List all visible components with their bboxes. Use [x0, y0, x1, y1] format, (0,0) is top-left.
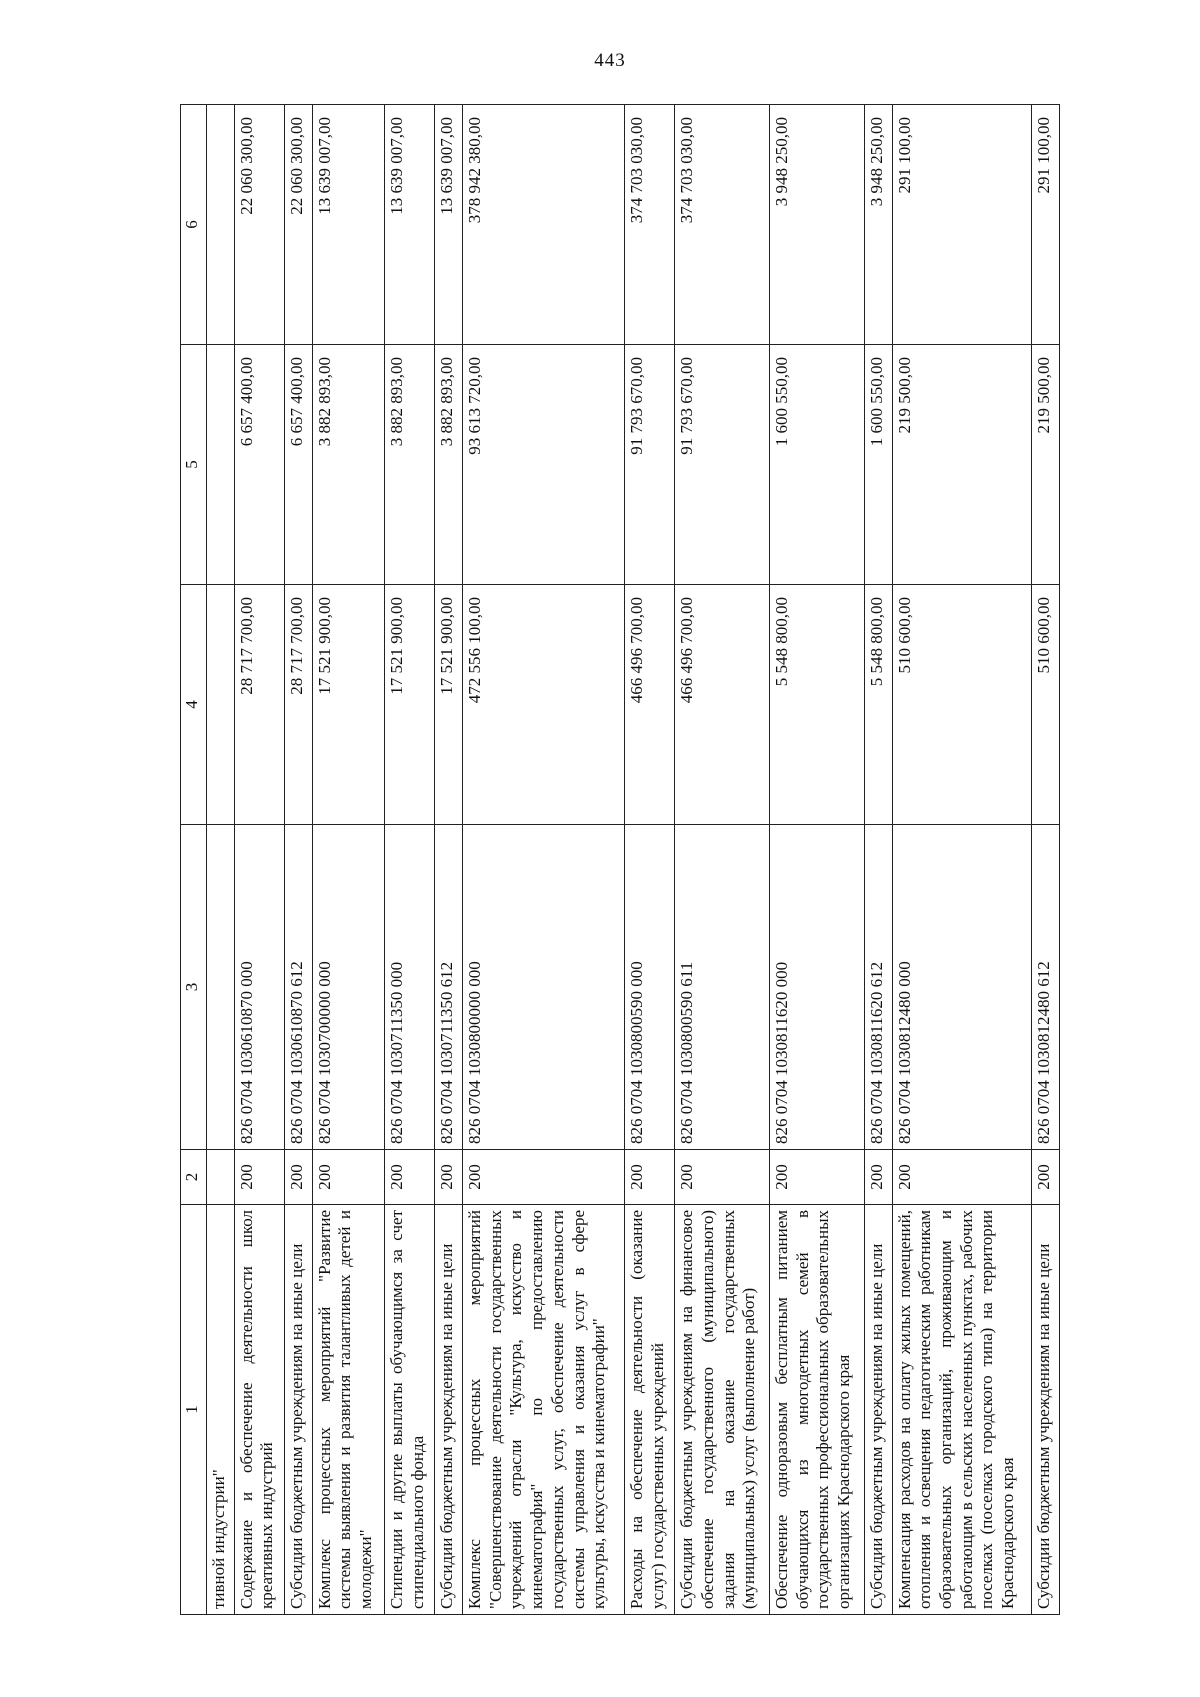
header-cell: 1 — [181, 1205, 207, 1615]
description-cell: тивной индустрии" — [207, 1205, 235, 1615]
table-row — [207, 105, 235, 1615]
table-row — [385, 105, 435, 1615]
amount-part-b-cell: 3 948 250,00 — [769, 105, 864, 345]
description-cell: Компенсация расходов на оплату жилых помещений, отопления и освещения педагогическим работникам образовательных организаций, проживающим и работающим в сельских населенных пунктах, рабочих поселках (поселках городского типа) на территории Краснодарского края — [892, 1205, 1032, 1615]
description-cell: Комплекс процессных мероприятий "Совершенствование деятельности государственных учреждений отрасли "Культура, искусство и кинематография" по предоставлению государственных услуг, обеспечение деятельности системы управления и оказания услуг в сфере культуры, искусства и кинематографии" — [462, 1205, 624, 1615]
description-cell: Комплекс процессных мероприятий "Развитие системы выявления и развития талантливых детей и молодежи" — [312, 1205, 384, 1615]
amount-part-a-cell: 6 657 400,00 — [234, 345, 284, 585]
amount-part-a-cell: 6 657 400,00 — [284, 345, 312, 585]
table-row — [624, 105, 674, 1615]
amount-total-cell: 466 496 700,00 — [675, 585, 770, 825]
amount-part-b-cell: 13 639 007,00 — [312, 105, 384, 345]
amount-part-a-cell: 1 600 550,00 — [864, 345, 892, 585]
amount-part-b-cell: 291 100,00 — [1032, 105, 1060, 345]
table-row — [892, 105, 1032, 1615]
amount-part-a-cell: 91 793 670,00 — [624, 345, 674, 585]
amount-part-a-cell: 1 600 550,00 — [769, 345, 864, 585]
classification-code-cell: 826 0704 1030812480 000 — [892, 825, 1032, 1150]
amount-part-b-cell: 374 703 030,00 — [624, 105, 674, 345]
section-code-cell: 200 — [892, 1150, 1032, 1205]
description-cell: Субсидии бюджетным учреждениям на иные цели — [435, 1205, 463, 1615]
budget-table — [180, 104, 1060, 1615]
amount-part-b-cell — [207, 105, 235, 345]
table-row — [234, 105, 284, 1615]
amount-total-cell — [207, 585, 235, 825]
amount-part-b-cell: 13 639 007,00 — [435, 105, 463, 345]
classification-code-cell: 826 0704 1030811620 000 — [769, 825, 864, 1150]
section-code-cell: 200 — [462, 1150, 624, 1205]
amount-part-a-cell: 93 613 720,00 — [462, 345, 624, 585]
table-row — [284, 105, 312, 1615]
amount-part-a-cell: 91 793 670,00 — [675, 345, 770, 585]
amount-total-cell: 17 521 900,00 — [435, 585, 463, 825]
classification-code-cell — [207, 825, 235, 1150]
header-cell: 2 — [181, 1150, 207, 1205]
amount-total-cell: 17 521 900,00 — [312, 585, 384, 825]
amount-total-cell: 472 556 100,00 — [462, 585, 624, 825]
amount-part-b-cell: 22 060 300,00 — [284, 105, 312, 345]
header-cell: 5 — [181, 345, 207, 585]
section-code-cell: 200 — [864, 1150, 892, 1205]
classification-code-cell: 826 0704 1030711350 612 — [435, 825, 463, 1150]
classification-code-cell: 826 0704 1030610870 000 — [234, 825, 284, 1150]
table-row — [462, 105, 624, 1615]
header-cell: 6 — [181, 105, 207, 345]
description-cell: Субсидии бюджетным учреждениям на финансовое обеспечение государственного (муниципального) задания на оказание государственных (муниципальных) услуг (выполнение работ) — [675, 1205, 770, 1615]
description-cell: Расходы на обеспечение деятельности (оказание услуг) государственных учреждений — [624, 1205, 674, 1615]
table-row — [769, 105, 864, 1615]
description-cell: Субсидии бюджетным учреждениям на иные цели — [1032, 1205, 1060, 1615]
section-code-cell: 200 — [624, 1150, 674, 1205]
section-code-cell: 200 — [675, 1150, 770, 1205]
amount-part-b-cell: 3 948 250,00 — [864, 105, 892, 345]
amount-part-a-cell: 219 500,00 — [1032, 345, 1060, 585]
amount-total-cell: 17 521 900,00 — [385, 585, 435, 825]
description-cell: Содержание и обеспечение деятельности школ креативных индустрий — [234, 1205, 284, 1615]
classification-code-cell: 826 0704 1030711350 000 — [385, 825, 435, 1150]
page-number: 443 — [594, 50, 626, 71]
table-row — [675, 105, 770, 1615]
classification-code-cell: 826 0704 1030811620 612 — [864, 825, 892, 1150]
header-cell: 3 — [181, 825, 207, 1150]
amount-total-cell: 28 717 700,00 — [284, 585, 312, 825]
classification-code-cell: 826 0704 1030700000 000 — [312, 825, 384, 1150]
table-header-row — [181, 105, 207, 1615]
section-code-cell: 200 — [312, 1150, 384, 1205]
amount-part-a-cell — [207, 345, 235, 585]
description-cell: Субсидии бюджетным учреждениям на иные цели — [864, 1205, 892, 1615]
classification-code-cell: 826 0704 1030812480 612 — [1032, 825, 1060, 1150]
amount-part-b-cell: 13 639 007,00 — [385, 105, 435, 345]
section-code-cell — [207, 1150, 235, 1205]
rotated-table-wrapper — [180, 105, 1060, 1615]
table-row — [864, 105, 892, 1615]
amount-part-b-cell: 291 100,00 — [892, 105, 1032, 345]
section-code-cell: 200 — [435, 1150, 463, 1205]
section-code-cell: 200 — [769, 1150, 864, 1205]
amount-total-cell: 5 548 800,00 — [864, 585, 892, 825]
amount-part-b-cell: 22 060 300,00 — [234, 105, 284, 345]
amount-total-cell: 466 496 700,00 — [624, 585, 674, 825]
table-row — [435, 105, 463, 1615]
classification-code-cell: 826 0704 1030610870 612 — [284, 825, 312, 1150]
section-code-cell: 200 — [284, 1150, 312, 1205]
table-row — [1032, 105, 1060, 1615]
section-code-cell: 200 — [1032, 1150, 1060, 1205]
amount-total-cell: 510 600,00 — [1032, 585, 1060, 825]
amount-part-a-cell: 219 500,00 — [892, 345, 1032, 585]
classification-code-cell: 826 0704 1030800000 000 — [462, 825, 624, 1150]
amount-total-cell: 28 717 700,00 — [234, 585, 284, 825]
classification-code-cell: 826 0704 1030800590 000 — [624, 825, 674, 1150]
amount-part-b-cell: 374 703 030,00 — [675, 105, 770, 345]
amount-part-a-cell: 3 882 893,00 — [312, 345, 384, 585]
description-cell: Субсидии бюджетным учреждениям на иные цели — [284, 1205, 312, 1615]
amount-part-a-cell: 3 882 893,00 — [435, 345, 463, 585]
amount-part-a-cell: 3 882 893,00 — [385, 345, 435, 585]
header-cell: 4 — [181, 585, 207, 825]
amount-part-b-cell: 378 942 380,00 — [462, 105, 624, 345]
amount-total-cell: 5 548 800,00 — [769, 585, 864, 825]
table-row — [312, 105, 384, 1615]
classification-code-cell: 826 0704 1030800590 611 — [675, 825, 770, 1150]
section-code-cell: 200 — [385, 1150, 435, 1205]
description-cell: Стипендии и другие выплаты обучающимся за счет стипендиального фонда — [385, 1205, 435, 1615]
section-code-cell: 200 — [234, 1150, 284, 1205]
description-cell: Обеспечение одноразовым бесплатным питанием обучающихся из многодетных семей в государственных профессиональных образовательных организациях Краснодарского края — [769, 1205, 864, 1615]
amount-total-cell: 510 600,00 — [892, 585, 1032, 825]
